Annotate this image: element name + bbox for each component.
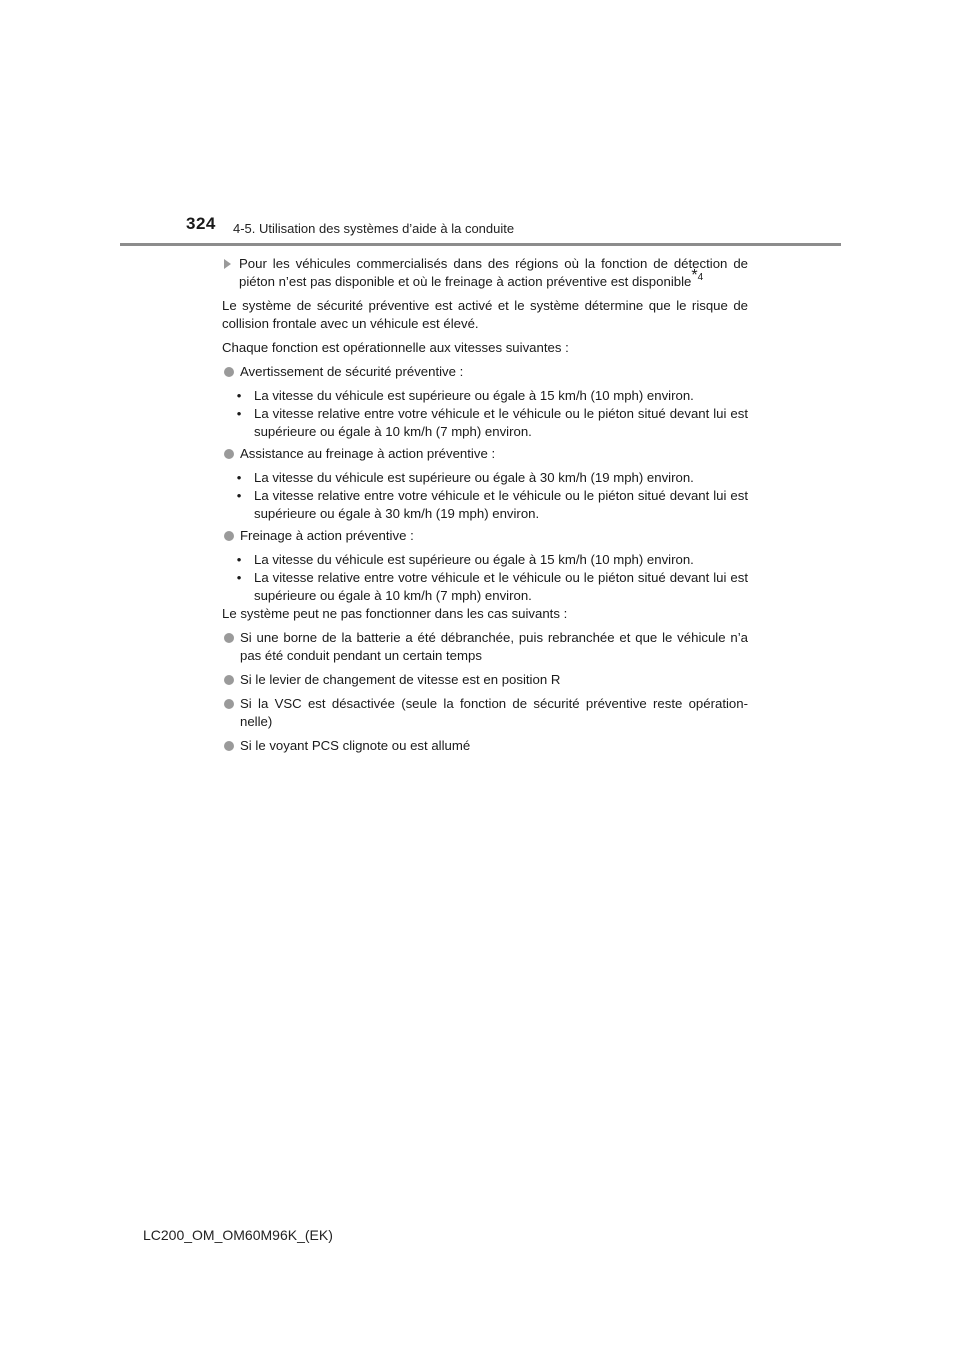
speeds-intro: Chaque fonction est opérationnelle aux vitesses suivantes : [222,340,569,355]
function-item [222,445,748,463]
header-rule [120,243,841,246]
dot-marker: • [236,552,242,567]
bullet-icon [224,531,234,541]
bullet-icon [224,633,234,643]
condition-item [222,569,748,605]
condition-text: La vitesse relative entre votre véhicule et le véhicule ou le piéton situé devant lui est supérieure ou égale à 10 km/h (7 mph) environ. [254,406,748,439]
page-number: 324 [186,214,216,233]
dot-marker: • [236,470,242,485]
condition-text: La vitesse du véhicule est supérieure ou égale à 15 km/h (10 mph) environ. [254,388,694,403]
function-label: Freinage à action préventive : [240,528,414,543]
condition-text: La vitesse du véhicule est supérieure ou égale à 15 km/h (10 mph) environ. [254,552,694,567]
condition-text: La vitesse du véhicule est supérieure ou égale à 30 km/h (19 mph) environ. [254,470,694,485]
dot-marker: • [236,406,242,421]
condition-list [222,387,748,441]
condition-text: La vitesse relative entre votre véhicule et le véhicule ou le piéton situé devant lui est supérieure ou égale à 10 km/h (7 mph) environ. [254,570,748,603]
case-text: Si le voyant PCS clignote ou est allumé [240,738,471,753]
footnote-number: 4 [697,271,704,283]
function-label: Avertissement de sécurité préventive : [240,364,464,379]
document-code: LC200_OM_OM60M96K_(EK) [143,1227,333,1243]
footnote-reference: *4 [691,266,704,284]
bullet-icon [224,367,234,377]
sub-heading-text [239,255,748,291]
bullet-icon [224,449,234,459]
sub-heading [222,255,748,291]
case-item [222,629,748,665]
condition-text: La vitesse relative entre votre véhicule et le véhicule ou le piéton situé devant lui est supérieure ou égale à 30 km/h (19 mph) environ. [254,488,748,521]
case-item [222,737,748,755]
condition-item [222,405,748,441]
condition-item [222,487,748,523]
function-label: Assistance au freinage à action préventive : [240,446,496,461]
triangle-right-icon [224,259,231,269]
dot-marker: • [236,570,242,585]
case-item [222,671,748,689]
not-working-intro: Le système peut ne pas fonctionner dans les cas suivants : [222,606,568,621]
case-item [222,695,748,731]
condition-item [222,387,748,405]
case-text: Si le levier de changement de vitesse est en position R [240,672,561,687]
dot-marker: • [236,388,242,403]
section-title: 4-5. Utilisation des systèmes d’aide à la conduite [233,221,515,236]
case-text: Si une borne de la batterie a été débranchée, puis rebranchée et que le véhicule n’a pas été conduit pendant un certain temps [240,630,748,663]
bullet-icon [224,699,234,709]
intro-paragraph: Le système de sécurité préventive est activé et le système détermine que le risque de collision frontale avec un véhicule est élevé. [222,298,748,331]
condition-list [222,551,748,605]
bullet-icon [224,675,234,685]
dot-marker: • [236,488,242,503]
bullet-icon [224,741,234,751]
function-item [222,527,748,545]
page-content [222,255,748,761]
condition-list [222,469,748,523]
condition-item [222,469,748,487]
case-text: Si la VSC est désactivée (seule la fonction de sécurité préventive reste opération-nelle) [240,696,748,729]
function-item [222,363,748,381]
condition-item [222,551,748,569]
sub-heading-label: Pour les véhicules commercialisés dans des régions où la fonction de détection de piéton n’est pas disponible et où le freinage à action préventive est disponible [239,256,748,289]
